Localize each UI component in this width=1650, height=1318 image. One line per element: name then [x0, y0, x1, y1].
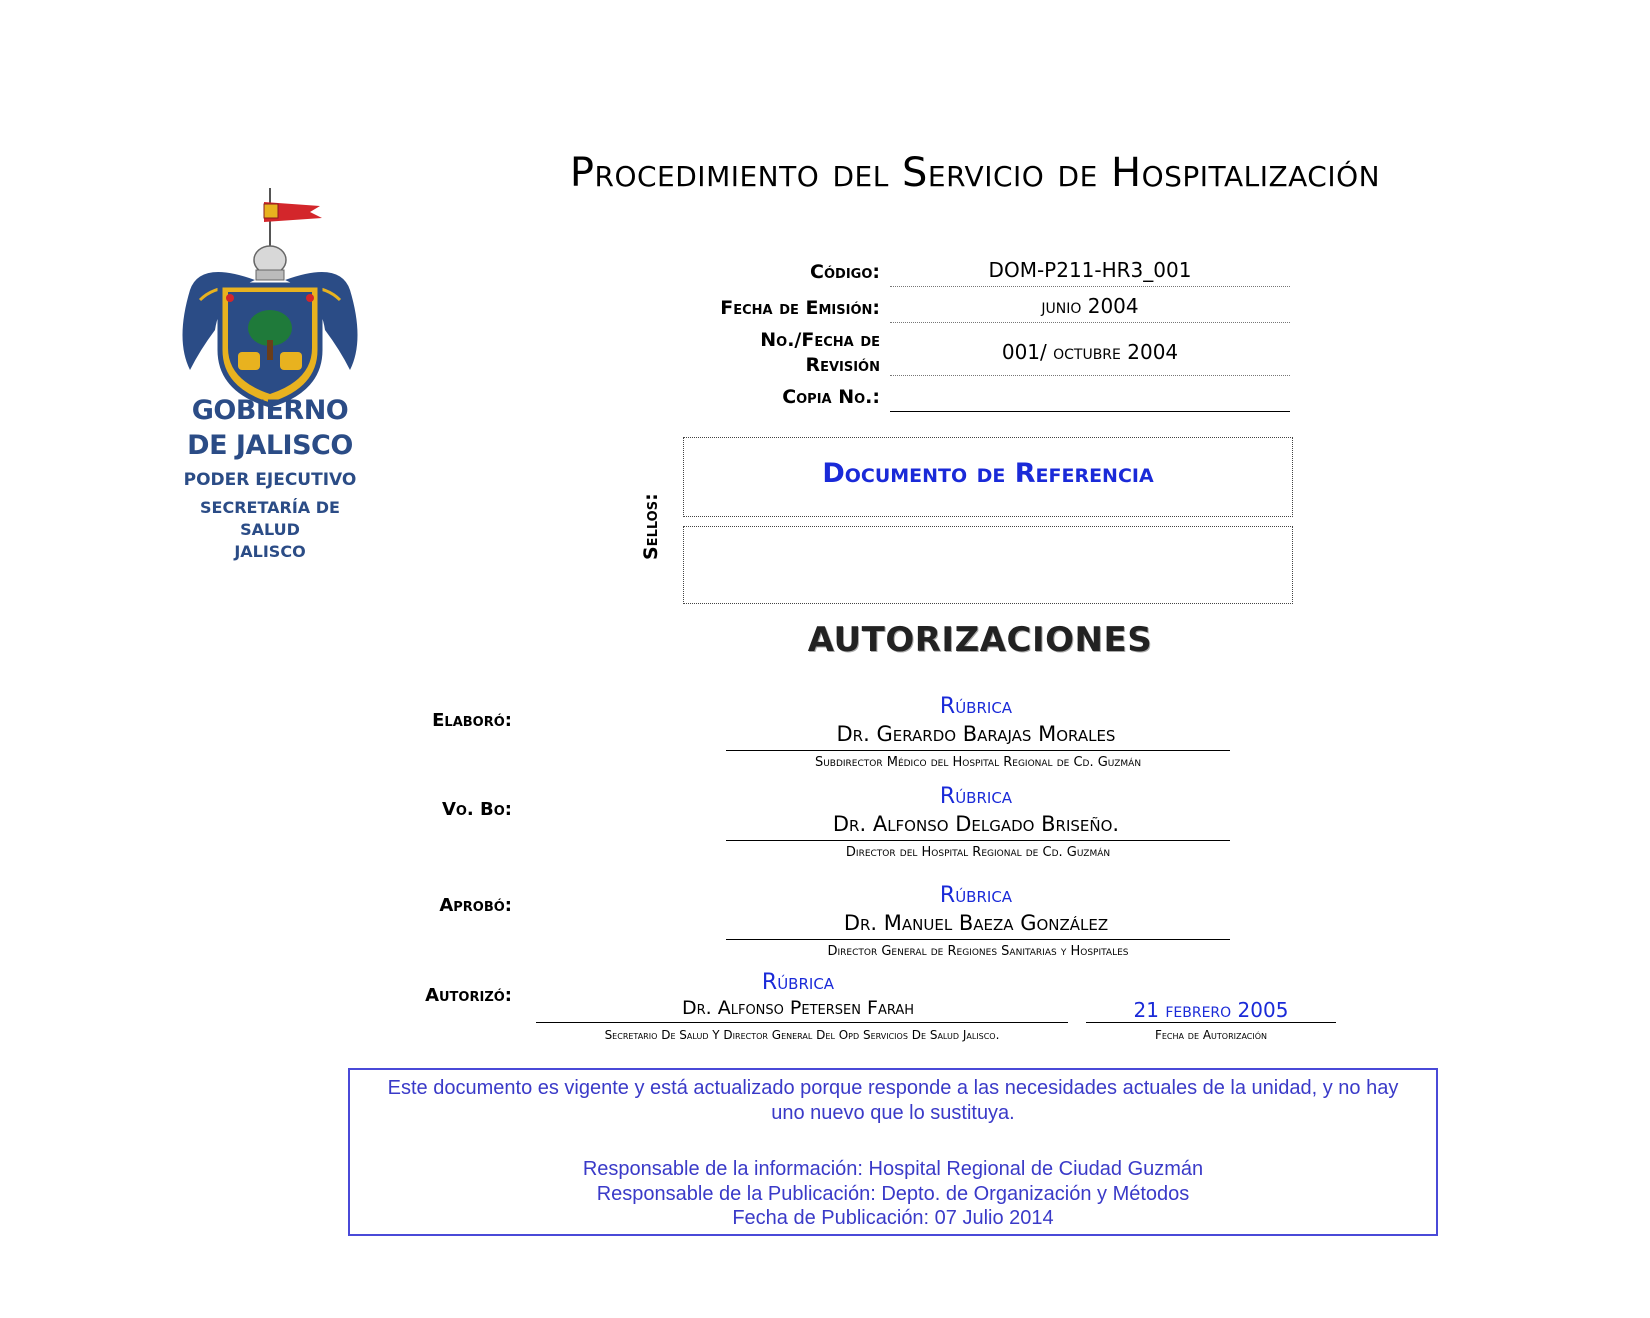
aprobo-signature-line: [726, 939, 1230, 940]
elaboro-signature-line: [726, 750, 1230, 751]
vobo-rubrica: Rúbrica: [939, 784, 1013, 809]
reference-stamp-box: [683, 437, 1293, 517]
logo-jalisco-small-text: JALISCO: [234, 542, 306, 561]
codigo-value: DOM-P211-HR3_001: [988, 258, 1192, 282]
revision-label-line1: No./Fecha de: [760, 329, 880, 351]
revision-label-line2: Revisión: [805, 354, 880, 376]
autorizacion-date: 21 febrero 2005: [1133, 998, 1289, 1022]
autorizo-name: Dr. Alfonso Petersen Farah: [681, 997, 915, 1019]
vobo-signature-line: [726, 840, 1230, 841]
autorizo-label: Autorizó:: [425, 985, 512, 1006]
fecha-emision-label: Fecha de Emisión:: [720, 297, 880, 319]
aprobo-label: Aprobó:: [439, 895, 512, 916]
logo-gobierno-text: GOBIERNO: [191, 395, 349, 426]
autorizacion-date-label: Fecha de Autorización: [1154, 1028, 1268, 1042]
elaboro-rubrica: Rúbrica: [939, 694, 1013, 719]
logo-jalisco-text: DE JALISCO: [187, 430, 353, 461]
autorizo-signature-line: [536, 1022, 1068, 1023]
document-validity-notice: [348, 1068, 1438, 1236]
vobo-label: Vo. Bo:: [441, 799, 512, 820]
reference-document-label: Documento de Referencia: [822, 458, 1154, 489]
elaboro-label: Elaboró:: [432, 710, 512, 731]
blank-stamp-box: [683, 526, 1293, 604]
logo-poder-text: PODER EJECUTIVO: [183, 470, 357, 490]
codigo-label: Código:: [810, 261, 880, 283]
autorizaciones-heading: AUTORIZACIONES: [807, 620, 1153, 660]
aprobo-name: Dr. Manuel Baeza González: [843, 911, 1109, 935]
validity-paragraph: Este documento es vigente y está actualizado porque responde a las necesidades actuales de la unidad, y no hay uno nuevo que lo sustituya.: [387, 1077, 1399, 1124]
logo-salud-text: SALUD: [240, 520, 300, 539]
fecha-emision-divider: [890, 322, 1290, 323]
copia-line: [890, 411, 1290, 412]
document-title: Procedimiento del Servicio de Hospitalización: [569, 150, 1381, 196]
autorizo-position: Secretario De Salud Y Director General Del Opd Servicios De Salud Jalisco.: [604, 1028, 1000, 1042]
date-signature-line: [1086, 1022, 1336, 1023]
sellos-label: Sellos:: [640, 493, 662, 560]
autorizo-rubrica: Rúbrica: [761, 970, 835, 995]
jalisco-coat-of-arms-icon: [160, 180, 380, 410]
fecha-emision-value: junio 2004: [1041, 294, 1139, 318]
revision-value: 001/ octubre 2004: [1001, 340, 1179, 364]
vobo-position: Director del Hospital Regional de Cd. Guzmán: [845, 845, 1111, 860]
revision-divider: [890, 375, 1290, 376]
copia-label: Copia No.:: [782, 386, 880, 408]
vobo-name: Dr. Alfonso Delgado Briseño.: [832, 812, 1120, 836]
gobierno-jalisco-logo: [160, 180, 390, 600]
aprobo-rubrica: Rúbrica: [939, 883, 1013, 908]
aprobo-position: Director General de Regiones Sanitarias y Hospitales: [827, 944, 1129, 959]
fecha-publicacion: Fecha de Publicación: 07 Julio 2014: [732, 1207, 1054, 1229]
elaboro-position: Subdirector Médico del Hospital Regional de Cd. Guzmán: [814, 755, 1142, 770]
responsable-publicacion: Responsable de la Publicación: Depto. de Organización y Métodos: [596, 1183, 1190, 1205]
responsable-informacion: Responsable de la información: Hospital Regional de Ciudad Guzmán: [582, 1158, 1204, 1180]
elaboro-name: Dr. Gerardo Barajas Morales: [836, 722, 1116, 746]
logo-secretaria-text: SECRETARÍA DE: [200, 498, 340, 517]
codigo-divider: [890, 286, 1290, 287]
